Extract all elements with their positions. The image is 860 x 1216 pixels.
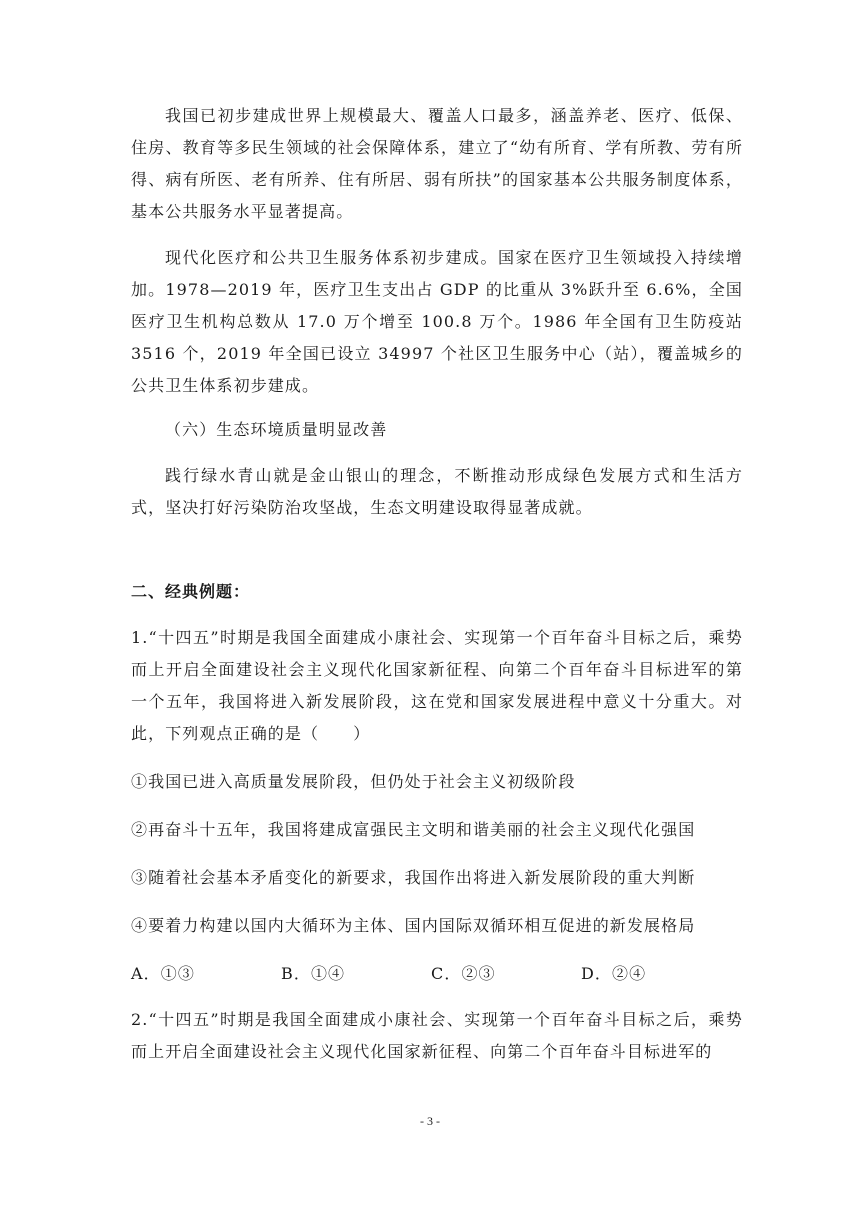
question-1-option-4: ④要着力构建以国内大循环为主体、国内国际双循环相互促进的新发展格局 <box>131 916 696 935</box>
question-1-option-3: ③随着社会基本矛盾变化的新要求，我国作出将进入新发展阶段的重大判断 <box>131 868 696 887</box>
choice-d: D．②④ <box>581 964 647 983</box>
section-heading: 二、经典例题： <box>131 582 251 601</box>
sub-heading-ecology: （六）生态环境质量明显改善 <box>165 420 388 439</box>
choice-b: B．①④ <box>281 964 346 983</box>
paragraph-ecology: 践行绿水青山就是金山银山的理念，不断推动形成绿色发展方式和生活方式，坚决打好污染防治攻坚战，生态文明建设取得显著成就。 <box>131 466 743 517</box>
question-1-choices <box>131 958 743 990</box>
paragraph-healthcare: 现代化医疗和公共卫生服务体系初步建成。国家在医疗卫生领域投入持续增加。1978—2019 年，医疗卫生支出占 GDP 的比重从 3%跃升至 6.6%，全国医疗卫生机构总数从 17.0 万个增至 100.8 万个。1986 年全国有卫生防疫站 3516 个，2019 年全国已设立 34997 个社区卫生服务中心（站），覆盖城乡的公共卫生体系初步建成。 <box>131 248 743 395</box>
page-number: - 3 - <box>420 1114 440 1128</box>
page-content <box>131 100 743 1068</box>
question-1-stem: 1.“十四五”时期是我国全面建成小康社会、实现第一个百年奋斗目标之后，乘势而上开启全面建设社会主义现代化国家新征程、向第二个百年奋斗目标进军的第一个五年，我国将进入新发展阶段，这在党和国家发展进程中意义十分重大。对此，下列观点正确的是（ ） <box>131 628 743 743</box>
question-1-option-2: ②再奋斗十五年，我国将建成富强民主文明和谐美丽的社会主义现代化强国 <box>131 820 696 839</box>
question-2-stem: 2.“十四五”时期是我国全面建成小康社会、实现第一个百年奋斗目标之后，乘势而上开启全面建设社会主义现代化国家新征程、向第二个百年奋斗目标进军的 <box>131 1010 743 1061</box>
question-1-option-1: ①我国已进入高质量发展阶段，但仍处于社会主义初级阶段 <box>131 772 576 791</box>
choice-a: A．①③ <box>131 964 195 983</box>
choice-c: C．②③ <box>431 964 496 983</box>
paragraph-social-security: 我国已初步建成世界上规模最大、覆盖人口最多，涵盖养老、医疗、低保、住房、教育等多民生领域的社会保障体系，建立了“幼有所育、学有所教、劳有所得、病有所医、老有所养、住有所居、弱有所扶”的国家基本公共服务制度体系，基本公共服务水平显著提高。 <box>131 106 743 221</box>
